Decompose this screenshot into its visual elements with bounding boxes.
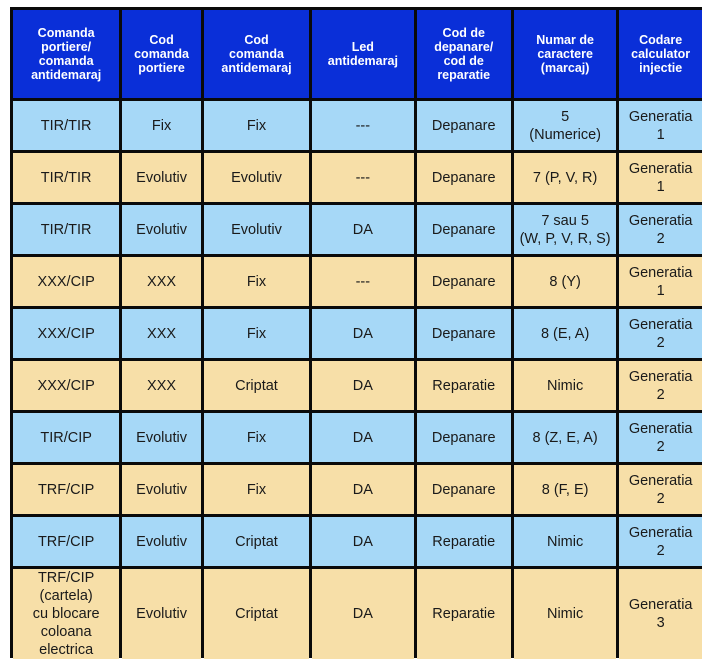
cell-line: TRF/CIP — [37, 570, 95, 586]
cell-line: Depanare — [431, 221, 496, 238]
header-line: (marcaj) — [540, 61, 590, 75]
table-cell — [619, 569, 702, 659]
cell-line: Criptat — [235, 533, 278, 550]
table-cell — [312, 257, 413, 306]
table-cell — [514, 257, 616, 306]
table-cell — [417, 517, 511, 566]
cell-line: XXX — [147, 377, 177, 394]
cell-line: Fix — [246, 273, 267, 290]
table-cell — [122, 465, 201, 514]
cell-line: Evolutiv — [231, 169, 282, 186]
table-cell — [312, 413, 413, 462]
cell-line: XXX — [147, 273, 177, 290]
table-cell — [122, 101, 201, 150]
table-cell — [417, 361, 511, 410]
header-line: portiere — [138, 61, 185, 75]
header-line: antidemaraj — [31, 68, 102, 82]
header-line: comanda — [38, 54, 94, 68]
header-line: reparatie — [437, 68, 491, 82]
table-cell — [204, 257, 309, 306]
table-row — [13, 361, 702, 410]
table-cell — [514, 153, 616, 202]
cell-line: 1 — [656, 178, 665, 195]
cell-line: Fix — [246, 429, 267, 446]
cell-line: 8 (E, A) — [540, 325, 590, 342]
cell-line: 8 (Y) — [549, 273, 581, 290]
cell-line: Generatia — [628, 368, 693, 385]
cell-line: Reparatie — [432, 606, 496, 622]
cell-line: coloana electrica — [39, 624, 94, 658]
cell-line: Evolutiv — [136, 221, 187, 238]
table-cell — [417, 257, 511, 306]
table-row — [13, 205, 702, 254]
table-cell — [122, 205, 201, 254]
cell-line: 8 (F, E) — [541, 481, 589, 498]
table-cell — [514, 569, 616, 659]
table-cell — [13, 517, 119, 566]
cell-line: XXX/CIP — [37, 325, 95, 342]
table-cell — [417, 101, 511, 150]
table-cell — [204, 413, 309, 462]
header-line: Cod de — [442, 26, 485, 40]
table-cell — [312, 153, 413, 202]
header-cell — [619, 10, 702, 98]
table-row — [13, 309, 702, 358]
cell-line: Criptat — [235, 377, 278, 394]
header-line: injectie — [639, 61, 683, 75]
cell-line: Generatia — [628, 264, 693, 281]
cell-line: Generatia — [628, 160, 693, 177]
table-cell — [417, 413, 511, 462]
cell-line: Evolutiv — [136, 533, 187, 550]
table-cell — [619, 205, 702, 254]
table-cell — [204, 101, 309, 150]
cell-line: --- — [355, 117, 371, 134]
table-cell — [122, 309, 201, 358]
cell-line: TIR/TIR — [40, 169, 92, 186]
header-cell — [514, 10, 616, 98]
cell-line: TRF/CIP — [37, 481, 95, 498]
table-cell — [619, 309, 702, 358]
cell-line: --- — [355, 169, 371, 186]
cell-line: Evolutiv — [136, 481, 187, 498]
table-cell — [312, 517, 413, 566]
table-cell — [619, 361, 702, 410]
table-cell — [619, 153, 702, 202]
table-cell — [312, 361, 413, 410]
cell-line: Fix — [246, 117, 267, 134]
header-line: depanare/ — [434, 40, 494, 54]
table-row — [13, 517, 702, 566]
table-cell — [312, 309, 413, 358]
header-line: Cod — [244, 33, 269, 47]
cell-line: 2 — [656, 230, 665, 247]
header-line: comanda — [134, 47, 189, 61]
cell-line: Depanare — [431, 325, 496, 342]
cell-line: Generatia — [628, 108, 693, 125]
cell-line: DA — [352, 325, 373, 342]
header-line: comanda — [229, 47, 284, 61]
table-cell — [122, 569, 201, 659]
table-cell — [417, 569, 511, 659]
cell-line: TIR/TIR — [40, 117, 92, 134]
cell-line: 2 — [656, 542, 665, 559]
table-cell — [13, 101, 119, 150]
table-cell — [417, 153, 511, 202]
table-cell — [13, 465, 119, 514]
cell-line: Fix — [151, 117, 172, 134]
cell-line: Depanare — [431, 169, 496, 186]
cell-line: DA — [352, 481, 373, 498]
table-cell — [13, 361, 119, 410]
header-line: cod de — [443, 54, 484, 68]
header-line: antidemaraj — [221, 61, 292, 75]
cell-line: Nimic — [546, 533, 584, 550]
cell-line: 7 sau 5 — [541, 212, 589, 229]
cell-line: Evolutiv — [136, 429, 187, 446]
cell-line: 2 — [656, 334, 665, 351]
header-row — [13, 10, 702, 98]
table-cell — [122, 153, 201, 202]
header-cell — [312, 10, 413, 98]
table-cell — [13, 205, 119, 254]
table-cell — [204, 309, 309, 358]
cell-line: Evolutiv — [136, 606, 187, 622]
cell-line: (cartela) — [39, 588, 93, 604]
cell-line: cu blocare — [32, 606, 100, 622]
cell-line: XXX/CIP — [37, 273, 95, 290]
table-row — [13, 569, 702, 659]
cell-line: Fix — [246, 481, 267, 498]
cell-line: Evolutiv — [231, 221, 282, 238]
table-body — [13, 101, 702, 659]
table-cell — [514, 101, 616, 150]
table-cell — [312, 101, 413, 150]
table-cell — [417, 465, 511, 514]
header-line: Led — [351, 40, 374, 54]
table-cell — [122, 517, 201, 566]
cell-line: Generatia — [628, 472, 693, 489]
table-cell — [619, 257, 702, 306]
cell-line: 2 — [656, 438, 665, 455]
table-row — [13, 153, 702, 202]
cell-line: DA — [352, 606, 373, 622]
cell-line: 5 — [561, 108, 570, 125]
cell-line: 2 — [656, 386, 665, 403]
code-table — [10, 7, 705, 662]
table-cell — [13, 413, 119, 462]
table-cell — [13, 153, 119, 202]
cell-line: Fix — [246, 325, 267, 342]
cell-line: Depanare — [431, 429, 496, 446]
cell-line: Evolutiv — [136, 169, 187, 186]
cell-line: Depanare — [431, 273, 496, 290]
header-line: Codare — [639, 33, 683, 47]
cell-line: TRF/CIP — [37, 533, 95, 550]
cell-line: Criptat — [235, 606, 278, 622]
cell-line: 3 — [656, 615, 665, 631]
header-line: caractere — [537, 47, 593, 61]
table-cell — [514, 309, 616, 358]
cell-line: TIR/CIP — [40, 429, 92, 446]
table-cell — [619, 101, 702, 150]
cell-line: Reparatie — [432, 377, 496, 394]
cell-line: Depanare — [431, 117, 496, 134]
cell-line: Generatia — [628, 597, 693, 613]
table-row — [13, 257, 702, 306]
cell-line: XXX/CIP — [37, 377, 95, 394]
table-row — [13, 101, 702, 150]
table-cell — [122, 413, 201, 462]
cell-line: (W, P, V, R, S) — [519, 230, 611, 247]
table-cell — [514, 517, 616, 566]
header-cell — [204, 10, 309, 98]
table-cell — [619, 413, 702, 462]
header-line: calculator — [631, 47, 691, 61]
header-line: Comanda — [37, 26, 95, 40]
cell-line: 7 (P, V, R) — [532, 169, 598, 186]
cell-line: Depanare — [431, 481, 496, 498]
cell-line: Generatia — [628, 420, 693, 437]
cell-line: DA — [352, 429, 373, 446]
cell-line: Generatia — [628, 212, 693, 229]
cell-line: 2 — [656, 490, 665, 507]
cell-line: XXX — [147, 325, 177, 342]
header-line: portiere/ — [41, 40, 92, 54]
table-cell — [204, 361, 309, 410]
header-line: antidemaraj — [327, 54, 398, 68]
cell-line: Nimic — [546, 606, 584, 622]
table-cell — [312, 205, 413, 254]
table-cell — [204, 569, 309, 659]
table-cell — [514, 413, 616, 462]
table-cell — [514, 205, 616, 254]
header-cell — [417, 10, 511, 98]
header-cell — [122, 10, 201, 98]
cell-line: DA — [352, 533, 373, 550]
table-cell — [619, 517, 702, 566]
table-cell — [312, 465, 413, 514]
table-cell — [204, 465, 309, 514]
header-cell — [13, 10, 119, 98]
table-cell — [204, 153, 309, 202]
table-cell — [13, 257, 119, 306]
cell-line: 1 — [656, 126, 665, 143]
cell-line: Generatia — [628, 316, 693, 333]
table-cell — [619, 465, 702, 514]
table-cell — [13, 309, 119, 358]
table-cell — [122, 257, 201, 306]
table-cell — [417, 309, 511, 358]
cell-line: 8 (Z, E, A) — [532, 429, 598, 446]
header-line: Numar de — [536, 33, 594, 47]
table-cell — [13, 569, 119, 659]
table-cell — [417, 205, 511, 254]
table-cell — [312, 569, 413, 659]
cell-line: Nimic — [546, 377, 584, 394]
header-line: Cod — [149, 33, 174, 47]
table-row — [13, 413, 702, 462]
cell-line: 1 — [656, 282, 665, 299]
cell-line: TIR/TIR — [40, 221, 92, 238]
table-cell — [514, 361, 616, 410]
cell-line: --- — [355, 273, 371, 290]
cell-line: DA — [352, 221, 373, 238]
cell-line: Reparatie — [432, 533, 496, 550]
cell-line: (Numerice) — [529, 126, 601, 143]
table-cell — [514, 465, 616, 514]
code-table-frame — [10, 7, 702, 658]
cell-line: DA — [352, 377, 373, 394]
cell-line: Generatia — [628, 524, 693, 541]
table-cell — [122, 361, 201, 410]
table-row — [13, 465, 702, 514]
table-cell — [204, 517, 309, 566]
table-cell — [204, 205, 309, 254]
